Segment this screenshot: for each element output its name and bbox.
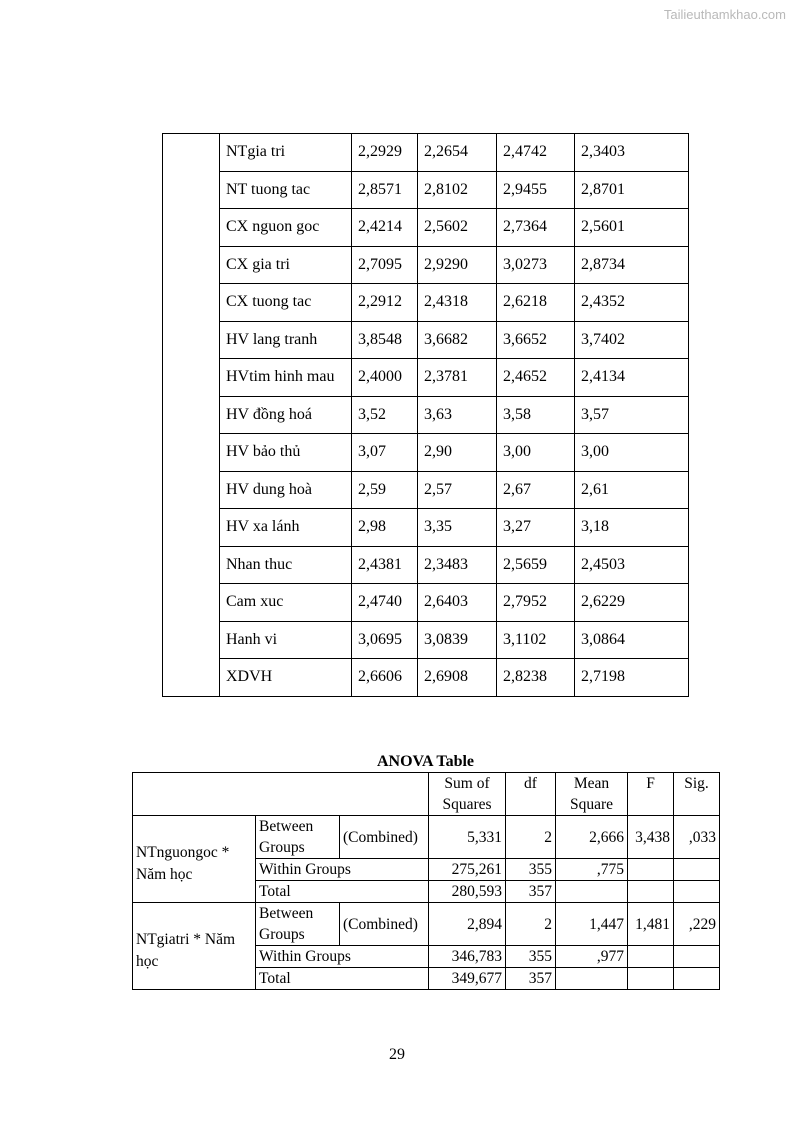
- header-mean-square: [556, 773, 628, 816]
- means-table: [162, 133, 689, 697]
- combined-label: (Combined): [340, 903, 429, 946]
- table-cell: 2,4652: [497, 359, 575, 397]
- between-line2: Groups: [259, 926, 305, 943]
- table-cell: 2,3483: [418, 546, 497, 584]
- table-row: [163, 171, 689, 209]
- table-cell: 2,4352: [575, 284, 689, 322]
- table-cell: 3,0839: [418, 621, 497, 659]
- table-cell: 3,63: [418, 396, 497, 434]
- anova-table: [132, 772, 720, 990]
- row-label: Nhan thuc: [220, 546, 352, 584]
- table-cell: 3,0864: [575, 621, 689, 659]
- table-cell: 3,00: [497, 434, 575, 472]
- watermark: Tailieuthamkhao.com: [663, 7, 786, 22]
- table-cell: 2,6606: [352, 659, 418, 697]
- between-f: 1,481: [628, 903, 674, 946]
- anova-header-row: [133, 773, 720, 816]
- table-cell: 2,6218: [497, 284, 575, 322]
- total-df: 357: [506, 968, 556, 990]
- anova-group-name: NTgiatri * Năm học: [133, 903, 256, 990]
- table-cell: 2,4000: [352, 359, 418, 397]
- means-table-body: [163, 134, 689, 697]
- row-label: HV lang tranh: [220, 321, 352, 359]
- table-row: [163, 134, 689, 172]
- row-label: Hanh vi: [220, 621, 352, 659]
- total-sig-empty: [674, 881, 720, 903]
- anova-group-name: NTnguongoc * Năm học: [133, 816, 256, 903]
- table-row: [163, 621, 689, 659]
- total-ss: 349,677: [429, 968, 506, 990]
- table-cell: 2,7095: [352, 246, 418, 284]
- between-line2: Groups: [259, 839, 305, 856]
- table-cell: 2,4503: [575, 546, 689, 584]
- row-label: HVtim hinh mau: [220, 359, 352, 397]
- table-cell: 2,3781: [418, 359, 497, 397]
- table-cell: 3,57: [575, 396, 689, 434]
- header-ss-line2: Squares: [442, 796, 492, 813]
- table-cell: 2,4742: [497, 134, 575, 172]
- total-f-empty: [628, 968, 674, 990]
- table-cell: 3,6682: [418, 321, 497, 359]
- anova-header-blank: [133, 773, 429, 816]
- table-cell: 2,8701: [575, 171, 689, 209]
- total-sig-empty: [674, 968, 720, 990]
- between-df: 2: [506, 903, 556, 946]
- within-sig-empty: [674, 946, 720, 968]
- row-label: NTgia tri: [220, 134, 352, 172]
- within-f-empty: [628, 946, 674, 968]
- header-f: F: [628, 773, 674, 816]
- row-label: CX nguon goc: [220, 209, 352, 247]
- total-ms-empty: [556, 881, 628, 903]
- table-row: [163, 246, 689, 284]
- table-cell: 2,9290: [418, 246, 497, 284]
- table-row: [163, 321, 689, 359]
- table-cell: 2,5602: [418, 209, 497, 247]
- table-cell: 2,6403: [418, 584, 497, 622]
- total-ss: 280,593: [429, 881, 506, 903]
- table-row: [163, 546, 689, 584]
- table-cell: 2,2654: [418, 134, 497, 172]
- row-label: HV xa lánh: [220, 509, 352, 547]
- table-row: [163, 471, 689, 509]
- between-f: 3,438: [628, 816, 674, 859]
- table-cell: 2,57: [418, 471, 497, 509]
- within-ms: ,775: [556, 859, 628, 881]
- table-cell: 2,4214: [352, 209, 418, 247]
- header-ms-line1: Mean: [573, 775, 610, 792]
- table-row: [163, 284, 689, 322]
- row-label: Cam xuc: [220, 584, 352, 622]
- total-label: Total: [256, 881, 429, 903]
- table-row: [163, 584, 689, 622]
- table-cell: 2,6229: [575, 584, 689, 622]
- table-cell: 2,4134: [575, 359, 689, 397]
- table-cell: 2,7364: [497, 209, 575, 247]
- total-ms-empty: [556, 968, 628, 990]
- within-df: 355: [506, 859, 556, 881]
- table-cell: 2,9455: [497, 171, 575, 209]
- table-cell: 2,7198: [575, 659, 689, 697]
- within-f-empty: [628, 859, 674, 881]
- total-df: 357: [506, 881, 556, 903]
- table-cell: 2,8571: [352, 171, 418, 209]
- page-number: 29: [389, 1046, 405, 1063]
- header-sig: Sig.: [674, 773, 720, 816]
- anova-title: ANOVA Table: [376, 753, 475, 770]
- table-cell: 3,58: [497, 396, 575, 434]
- table-cell: 3,6652: [497, 321, 575, 359]
- row-label: HV đồng hoá: [220, 396, 352, 434]
- table-cell: 2,5659: [497, 546, 575, 584]
- table-cell: 3,18: [575, 509, 689, 547]
- header-sum-of-squares: [429, 773, 506, 816]
- table-cell: 2,8734: [575, 246, 689, 284]
- total-label: Total: [256, 968, 429, 990]
- table-cell: 2,4318: [418, 284, 497, 322]
- combined-label: (Combined): [340, 816, 429, 859]
- total-f-empty: [628, 881, 674, 903]
- table-cell: 2,67: [497, 471, 575, 509]
- between-ss: 5,331: [429, 816, 506, 859]
- table-row: [163, 509, 689, 547]
- table-cell: 2,90: [418, 434, 497, 472]
- anova-between-row: [133, 903, 720, 946]
- between-sig: ,033: [674, 816, 720, 859]
- table-cell: 3,0695: [352, 621, 418, 659]
- table-cell: 3,0273: [497, 246, 575, 284]
- between-line1: Between: [259, 905, 314, 922]
- row-label: CX gia tri: [220, 246, 352, 284]
- between-groups-label: [256, 903, 340, 946]
- table-cell: 3,8548: [352, 321, 418, 359]
- table-row: [163, 659, 689, 697]
- between-sig: ,229: [674, 903, 720, 946]
- table-cell: 3,00: [575, 434, 689, 472]
- within-ms: ,977: [556, 946, 628, 968]
- table-cell: 2,61: [575, 471, 689, 509]
- table-cell: 2,4381: [352, 546, 418, 584]
- within-ss: 275,261: [429, 859, 506, 881]
- table-cell: 3,1102: [497, 621, 575, 659]
- between-groups-label: [256, 816, 340, 859]
- table-cell: 2,8102: [418, 171, 497, 209]
- table-row: [163, 209, 689, 247]
- between-ss: 2,894: [429, 903, 506, 946]
- within-df: 355: [506, 946, 556, 968]
- header-ms-line2: Square: [569, 796, 614, 813]
- table-cell: 2,2912: [352, 284, 418, 322]
- row-label: NT tuong tac: [220, 171, 352, 209]
- between-df: 2: [506, 816, 556, 859]
- within-ss: 346,783: [429, 946, 506, 968]
- table-cell: 2,5601: [575, 209, 689, 247]
- within-sig-empty: [674, 859, 720, 881]
- table-row: [163, 359, 689, 397]
- table-cell: 2,2929: [352, 134, 418, 172]
- table-cell: 3,52: [352, 396, 418, 434]
- table-cell: 2,8238: [497, 659, 575, 697]
- header-df: df: [506, 773, 556, 816]
- table-cell: 3,7402: [575, 321, 689, 359]
- table-cell: 2,4740: [352, 584, 418, 622]
- within-groups-label: Within Groups: [256, 859, 429, 881]
- row-label: HV dung hoà: [220, 471, 352, 509]
- table-cell: 3,07: [352, 434, 418, 472]
- table-cell: 2,98: [352, 509, 418, 547]
- within-groups-label: Within Groups: [256, 946, 429, 968]
- table-cell: 3,27: [497, 509, 575, 547]
- row-label: CX tuong tac: [220, 284, 352, 322]
- between-ms: 2,666: [556, 816, 628, 859]
- table-row: [163, 396, 689, 434]
- table-cell: 2,3403: [575, 134, 689, 172]
- between-ms: 1,447: [556, 903, 628, 946]
- table-row: [163, 434, 689, 472]
- row-label: XDVH: [220, 659, 352, 697]
- table-cell: 2,7952: [497, 584, 575, 622]
- anova-between-row: [133, 816, 720, 859]
- table-cell: 3,35: [418, 509, 497, 547]
- group-spacer-cell: [163, 134, 220, 697]
- header-ss-line1: Sum of: [444, 775, 490, 792]
- table-cell: 2,6908: [418, 659, 497, 697]
- table-cell: 2,59: [352, 471, 418, 509]
- between-line1: Between: [259, 818, 314, 835]
- row-label: HV bảo thủ: [220, 434, 352, 472]
